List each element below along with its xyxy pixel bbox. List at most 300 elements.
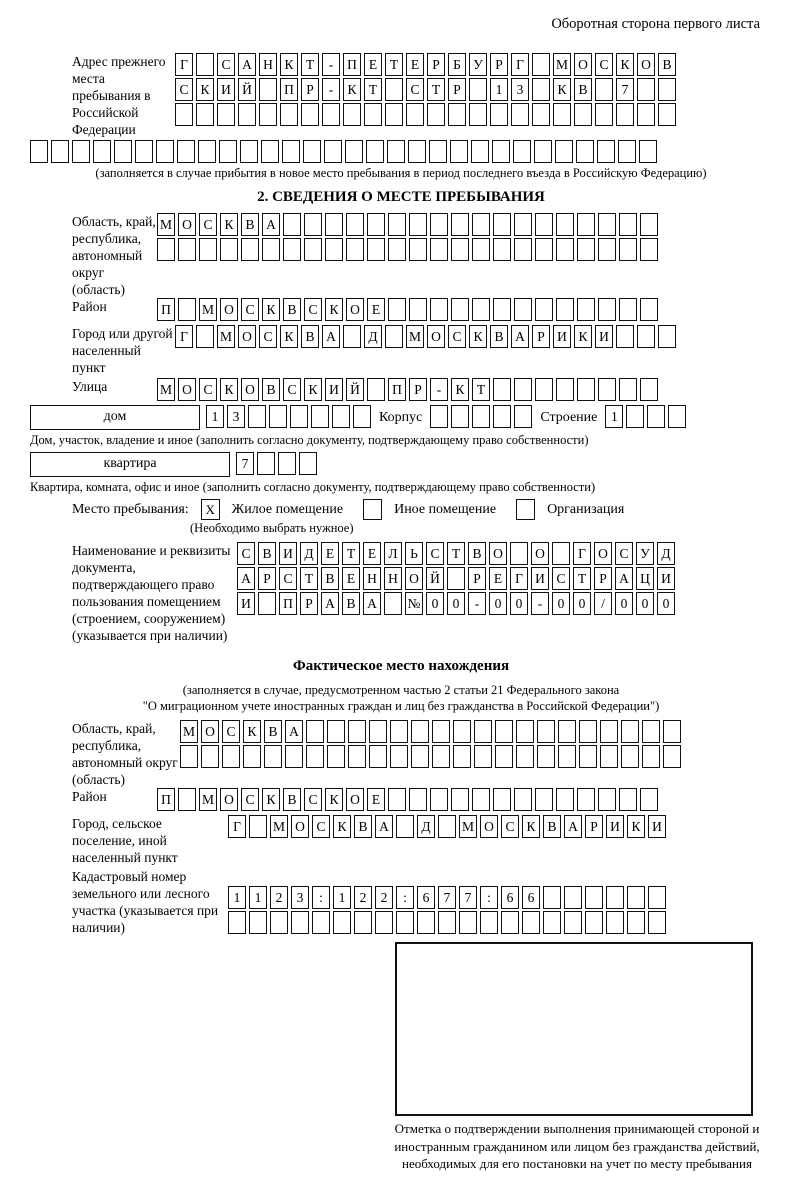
char-cell[interactable]: М: [157, 378, 175, 401]
checkbox-organization[interactable]: [516, 499, 535, 520]
char-cell[interactable]: [451, 298, 469, 321]
char-cell[interactable]: [616, 103, 634, 126]
char-cell[interactable]: №: [405, 592, 423, 615]
char-cell[interactable]: В: [258, 542, 276, 565]
char-cell[interactable]: [217, 103, 235, 126]
char-cell[interactable]: [375, 911, 393, 934]
char-cell[interactable]: П: [157, 788, 175, 811]
char-cell[interactable]: [385, 325, 403, 348]
char-cell[interactable]: [411, 745, 429, 768]
char-cell[interactable]: [474, 745, 492, 768]
char-cell[interactable]: [248, 405, 266, 428]
char-cell[interactable]: Б: [448, 53, 466, 76]
char-cell[interactable]: [278, 452, 296, 475]
char-cell[interactable]: Т: [573, 567, 591, 590]
char-cell[interactable]: 1: [605, 405, 623, 428]
char-cell[interactable]: [427, 103, 445, 126]
char-cell[interactable]: С: [241, 298, 259, 321]
char-cell[interactable]: [642, 720, 660, 743]
char-cell[interactable]: [579, 745, 597, 768]
char-cell[interactable]: [535, 378, 553, 401]
char-cell[interactable]: 3: [291, 886, 309, 909]
char-cell[interactable]: Е: [367, 788, 385, 811]
char-cell[interactable]: [453, 720, 471, 743]
char-cell[interactable]: А: [375, 815, 393, 838]
char-cell[interactable]: К: [522, 815, 540, 838]
char-cell[interactable]: О: [238, 325, 256, 348]
char-cell[interactable]: [299, 452, 317, 475]
char-cell[interactable]: М: [553, 53, 571, 76]
char-cell[interactable]: К: [220, 213, 238, 236]
char-cell[interactable]: [493, 213, 511, 236]
char-cell[interactable]: В: [321, 567, 339, 590]
char-cell[interactable]: К: [574, 325, 592, 348]
char-cell[interactable]: Т: [385, 53, 403, 76]
char-cell[interactable]: [447, 567, 465, 590]
char-cell[interactable]: [493, 378, 511, 401]
char-cell[interactable]: [325, 238, 343, 261]
char-cell[interactable]: У: [636, 542, 654, 565]
char-cell[interactable]: [516, 720, 534, 743]
char-cell[interactable]: 2: [375, 886, 393, 909]
char-cell[interactable]: [648, 886, 666, 909]
char-cell[interactable]: [619, 238, 637, 261]
char-cell[interactable]: И: [531, 567, 549, 590]
char-cell[interactable]: [598, 298, 616, 321]
char-cell[interactable]: [409, 238, 427, 261]
char-cell[interactable]: [327, 745, 345, 768]
char-cell[interactable]: Р: [448, 78, 466, 101]
char-cell[interactable]: [516, 745, 534, 768]
char-cell[interactable]: [510, 542, 528, 565]
char-cell[interactable]: Т: [447, 542, 465, 565]
char-cell[interactable]: Р: [258, 567, 276, 590]
char-cell[interactable]: [577, 788, 595, 811]
char-cell[interactable]: У: [469, 53, 487, 76]
char-cell[interactable]: [348, 745, 366, 768]
char-cell[interactable]: [178, 238, 196, 261]
char-cell[interactable]: [282, 140, 300, 163]
char-cell[interactable]: [493, 238, 511, 261]
char-cell[interactable]: С: [241, 788, 259, 811]
char-cell[interactable]: 3: [227, 405, 245, 428]
char-cell[interactable]: [537, 720, 555, 743]
char-cell[interactable]: [606, 886, 624, 909]
char-cell[interactable]: К: [262, 298, 280, 321]
char-cell[interactable]: [459, 911, 477, 934]
char-cell[interactable]: [618, 140, 636, 163]
char-cell[interactable]: [514, 378, 532, 401]
char-cell[interactable]: 6: [417, 886, 435, 909]
char-cell[interactable]: О: [220, 788, 238, 811]
char-cell[interactable]: [469, 78, 487, 101]
char-cell[interactable]: 1: [249, 886, 267, 909]
char-cell[interactable]: [619, 378, 637, 401]
char-cell[interactable]: С: [426, 542, 444, 565]
char-cell[interactable]: [637, 103, 655, 126]
char-cell[interactable]: [564, 911, 582, 934]
char-cell[interactable]: [621, 745, 639, 768]
char-cell[interactable]: В: [354, 815, 372, 838]
char-cell[interactable]: К: [451, 378, 469, 401]
char-cell[interactable]: Р: [468, 567, 486, 590]
char-cell[interactable]: А: [262, 213, 280, 236]
char-cell[interactable]: [640, 298, 658, 321]
char-cell[interactable]: Д: [657, 542, 675, 565]
char-cell[interactable]: [647, 405, 665, 428]
char-cell[interactable]: 1: [206, 405, 224, 428]
char-cell[interactable]: О: [178, 378, 196, 401]
char-cell[interactable]: [385, 103, 403, 126]
char-cell[interactable]: [598, 213, 616, 236]
char-cell[interactable]: М: [459, 815, 477, 838]
char-cell[interactable]: -: [322, 78, 340, 101]
char-cell[interactable]: Е: [321, 542, 339, 565]
char-cell[interactable]: [585, 911, 603, 934]
char-cell[interactable]: С: [199, 213, 217, 236]
char-cell[interactable]: [577, 213, 595, 236]
char-cell[interactable]: [493, 298, 511, 321]
char-cell[interactable]: В: [283, 298, 301, 321]
char-cell[interactable]: [474, 720, 492, 743]
checkbox-other-premises[interactable]: [363, 499, 382, 520]
char-cell[interactable]: [553, 103, 571, 126]
char-cell[interactable]: 0: [447, 592, 465, 615]
char-cell[interactable]: [556, 378, 574, 401]
char-cell[interactable]: Н: [384, 567, 402, 590]
char-cell[interactable]: 7: [236, 452, 254, 475]
char-cell[interactable]: Е: [367, 298, 385, 321]
char-cell[interactable]: [576, 140, 594, 163]
char-cell[interactable]: П: [343, 53, 361, 76]
char-cell[interactable]: [429, 140, 447, 163]
char-cell[interactable]: [597, 140, 615, 163]
char-cell[interactable]: [345, 140, 363, 163]
char-cell[interactable]: И: [279, 542, 297, 565]
char-cell[interactable]: [220, 238, 238, 261]
char-cell[interactable]: [354, 911, 372, 934]
char-cell[interactable]: [514, 405, 532, 428]
char-cell[interactable]: [291, 911, 309, 934]
char-cell[interactable]: [577, 238, 595, 261]
char-cell[interactable]: О: [427, 325, 445, 348]
char-cell[interactable]: Т: [301, 53, 319, 76]
char-cell[interactable]: М: [199, 788, 217, 811]
char-cell[interactable]: Н: [259, 53, 277, 76]
char-cell[interactable]: [514, 213, 532, 236]
char-cell[interactable]: В: [342, 592, 360, 615]
char-cell[interactable]: [556, 238, 574, 261]
char-cell[interactable]: М: [180, 720, 198, 743]
char-cell[interactable]: А: [238, 53, 256, 76]
char-cell[interactable]: [390, 720, 408, 743]
char-cell[interactable]: М: [217, 325, 235, 348]
char-cell[interactable]: [642, 745, 660, 768]
char-cell[interactable]: [658, 325, 676, 348]
char-cell[interactable]: С: [222, 720, 240, 743]
char-cell[interactable]: [324, 140, 342, 163]
char-cell[interactable]: [490, 103, 508, 126]
char-cell[interactable]: [472, 213, 490, 236]
char-cell[interactable]: [249, 815, 267, 838]
char-cell[interactable]: С: [259, 325, 277, 348]
char-cell[interactable]: [388, 298, 406, 321]
char-cell[interactable]: [621, 720, 639, 743]
char-cell[interactable]: /: [594, 592, 612, 615]
char-cell[interactable]: [595, 78, 613, 101]
char-cell[interactable]: Г: [511, 53, 529, 76]
char-cell[interactable]: [648, 911, 666, 934]
char-cell[interactable]: [51, 140, 69, 163]
char-cell[interactable]: Р: [594, 567, 612, 590]
char-cell[interactable]: О: [489, 542, 507, 565]
char-cell[interactable]: О: [405, 567, 423, 590]
char-cell[interactable]: Р: [427, 53, 445, 76]
char-cell[interactable]: [511, 103, 529, 126]
char-cell[interactable]: [640, 378, 658, 401]
char-cell[interactable]: [411, 720, 429, 743]
char-cell[interactable]: [346, 213, 364, 236]
char-cell[interactable]: -: [531, 592, 549, 615]
char-cell[interactable]: К: [553, 78, 571, 101]
char-cell[interactable]: О: [531, 542, 549, 565]
char-cell[interactable]: [534, 140, 552, 163]
char-cell[interactable]: Г: [175, 53, 193, 76]
char-cell[interactable]: [537, 745, 555, 768]
char-cell[interactable]: [639, 140, 657, 163]
char-cell[interactable]: В: [468, 542, 486, 565]
char-cell[interactable]: С: [312, 815, 330, 838]
char-cell[interactable]: [408, 140, 426, 163]
char-cell[interactable]: [269, 405, 287, 428]
char-cell[interactable]: [493, 788, 511, 811]
char-cell[interactable]: [257, 452, 275, 475]
char-cell[interactable]: [469, 103, 487, 126]
char-cell[interactable]: [532, 103, 550, 126]
char-cell[interactable]: [514, 788, 532, 811]
char-cell[interactable]: [451, 213, 469, 236]
char-cell[interactable]: П: [157, 298, 175, 321]
char-cell[interactable]: [409, 298, 427, 321]
char-cell[interactable]: О: [201, 720, 219, 743]
char-cell[interactable]: [285, 745, 303, 768]
char-cell[interactable]: [388, 213, 406, 236]
char-cell[interactable]: [177, 140, 195, 163]
char-cell[interactable]: А: [615, 567, 633, 590]
char-cell[interactable]: Г: [228, 815, 246, 838]
char-cell[interactable]: [348, 720, 366, 743]
char-cell[interactable]: -: [430, 378, 448, 401]
char-cell[interactable]: [196, 103, 214, 126]
char-cell[interactable]: И: [217, 78, 235, 101]
char-cell[interactable]: Р: [301, 78, 319, 101]
char-cell[interactable]: И: [325, 378, 343, 401]
char-cell[interactable]: Л: [384, 542, 402, 565]
char-cell[interactable]: [451, 238, 469, 261]
char-cell[interactable]: :: [396, 886, 414, 909]
char-cell[interactable]: О: [346, 788, 364, 811]
char-cell[interactable]: [396, 911, 414, 934]
char-cell[interactable]: [353, 405, 371, 428]
char-cell[interactable]: :: [312, 886, 330, 909]
char-cell[interactable]: [222, 745, 240, 768]
char-cell[interactable]: [264, 745, 282, 768]
char-cell[interactable]: В: [241, 213, 259, 236]
char-cell[interactable]: [367, 378, 385, 401]
char-cell[interactable]: [606, 911, 624, 934]
char-cell[interactable]: [595, 103, 613, 126]
char-cell[interactable]: П: [280, 78, 298, 101]
char-cell[interactable]: [627, 886, 645, 909]
char-cell[interactable]: [619, 298, 637, 321]
char-cell[interactable]: [451, 788, 469, 811]
char-cell[interactable]: [157, 238, 175, 261]
char-cell[interactable]: [668, 405, 686, 428]
char-cell[interactable]: С: [501, 815, 519, 838]
char-cell[interactable]: [306, 720, 324, 743]
char-cell[interactable]: К: [243, 720, 261, 743]
char-cell[interactable]: [556, 213, 574, 236]
char-cell[interactable]: [219, 140, 237, 163]
char-cell[interactable]: 1: [228, 886, 246, 909]
char-cell[interactable]: О: [291, 815, 309, 838]
char-cell[interactable]: Т: [300, 567, 318, 590]
checkbox-residential[interactable]: X: [201, 499, 220, 520]
char-cell[interactable]: [598, 378, 616, 401]
char-cell[interactable]: 0: [573, 592, 591, 615]
char-cell[interactable]: [637, 325, 655, 348]
char-cell[interactable]: [178, 298, 196, 321]
char-cell[interactable]: [556, 298, 574, 321]
char-cell[interactable]: [366, 140, 384, 163]
char-cell[interactable]: К: [325, 298, 343, 321]
char-cell[interactable]: [198, 140, 216, 163]
char-cell[interactable]: [585, 886, 603, 909]
char-cell[interactable]: С: [406, 78, 424, 101]
char-cell[interactable]: [178, 788, 196, 811]
char-cell[interactable]: [577, 378, 595, 401]
char-cell[interactable]: [199, 238, 217, 261]
char-cell[interactable]: [564, 886, 582, 909]
char-cell[interactable]: [327, 720, 345, 743]
char-cell[interactable]: В: [490, 325, 508, 348]
char-cell[interactable]: [438, 815, 456, 838]
char-cell[interactable]: Н: [363, 567, 381, 590]
char-cell[interactable]: С: [199, 378, 217, 401]
char-cell[interactable]: К: [196, 78, 214, 101]
char-cell[interactable]: [432, 720, 450, 743]
char-cell[interactable]: [390, 745, 408, 768]
char-cell[interactable]: [396, 815, 414, 838]
char-cell[interactable]: [453, 745, 471, 768]
char-cell[interactable]: С: [304, 298, 322, 321]
char-cell[interactable]: И: [595, 325, 613, 348]
char-cell[interactable]: [535, 238, 553, 261]
char-cell[interactable]: М: [157, 213, 175, 236]
char-cell[interactable]: [535, 298, 553, 321]
char-cell[interactable]: [290, 405, 308, 428]
char-cell[interactable]: [619, 213, 637, 236]
char-cell[interactable]: [369, 745, 387, 768]
char-cell[interactable]: [196, 53, 214, 76]
char-cell[interactable]: [577, 298, 595, 321]
char-cell[interactable]: Е: [489, 567, 507, 590]
char-cell[interactable]: К: [304, 378, 322, 401]
char-cell[interactable]: [175, 103, 193, 126]
char-cell[interactable]: Р: [409, 378, 427, 401]
char-cell[interactable]: 2: [270, 886, 288, 909]
char-cell[interactable]: В: [301, 325, 319, 348]
char-cell[interactable]: К: [220, 378, 238, 401]
char-cell[interactable]: 7: [459, 886, 477, 909]
char-cell[interactable]: С: [279, 567, 297, 590]
char-cell[interactable]: [514, 298, 532, 321]
char-cell[interactable]: [663, 720, 681, 743]
char-cell[interactable]: Г: [573, 542, 591, 565]
char-cell[interactable]: [301, 103, 319, 126]
char-cell[interactable]: О: [574, 53, 592, 76]
char-cell[interactable]: [543, 911, 561, 934]
char-cell[interactable]: 0: [657, 592, 675, 615]
char-cell[interactable]: [663, 745, 681, 768]
house-type-box[interactable]: дом: [30, 405, 200, 430]
char-cell[interactable]: [430, 213, 448, 236]
char-cell[interactable]: [513, 140, 531, 163]
char-cell[interactable]: [598, 238, 616, 261]
char-cell[interactable]: [259, 78, 277, 101]
char-cell[interactable]: [306, 745, 324, 768]
char-cell[interactable]: [311, 405, 329, 428]
char-cell[interactable]: И: [648, 815, 666, 838]
char-cell[interactable]: В: [264, 720, 282, 743]
char-cell[interactable]: Т: [342, 542, 360, 565]
char-cell[interactable]: М: [199, 298, 217, 321]
char-cell[interactable]: С: [217, 53, 235, 76]
char-cell[interactable]: О: [346, 298, 364, 321]
char-cell[interactable]: [493, 405, 511, 428]
char-cell[interactable]: Д: [300, 542, 318, 565]
char-cell[interactable]: [343, 103, 361, 126]
char-cell[interactable]: [241, 238, 259, 261]
char-cell[interactable]: 7: [438, 886, 456, 909]
char-cell[interactable]: Т: [427, 78, 445, 101]
char-cell[interactable]: С: [237, 542, 255, 565]
char-cell[interactable]: [637, 78, 655, 101]
char-cell[interactable]: [201, 745, 219, 768]
char-cell[interactable]: [430, 298, 448, 321]
char-cell[interactable]: К: [262, 788, 280, 811]
char-cell[interactable]: К: [616, 53, 634, 76]
char-cell[interactable]: [385, 78, 403, 101]
char-cell[interactable]: [238, 103, 256, 126]
char-cell[interactable]: [367, 238, 385, 261]
char-cell[interactable]: [417, 911, 435, 934]
char-cell[interactable]: [472, 298, 490, 321]
char-cell[interactable]: [240, 140, 258, 163]
char-cell[interactable]: А: [363, 592, 381, 615]
char-cell[interactable]: [228, 911, 246, 934]
char-cell[interactable]: В: [574, 78, 592, 101]
char-cell[interactable]: [558, 745, 576, 768]
char-cell[interactable]: 0: [426, 592, 444, 615]
char-cell[interactable]: Е: [364, 53, 382, 76]
char-cell[interactable]: И: [553, 325, 571, 348]
char-cell[interactable]: [472, 788, 490, 811]
char-cell[interactable]: [552, 542, 570, 565]
char-cell[interactable]: А: [285, 720, 303, 743]
char-cell[interactable]: Ц: [636, 567, 654, 590]
char-cell[interactable]: С: [448, 325, 466, 348]
